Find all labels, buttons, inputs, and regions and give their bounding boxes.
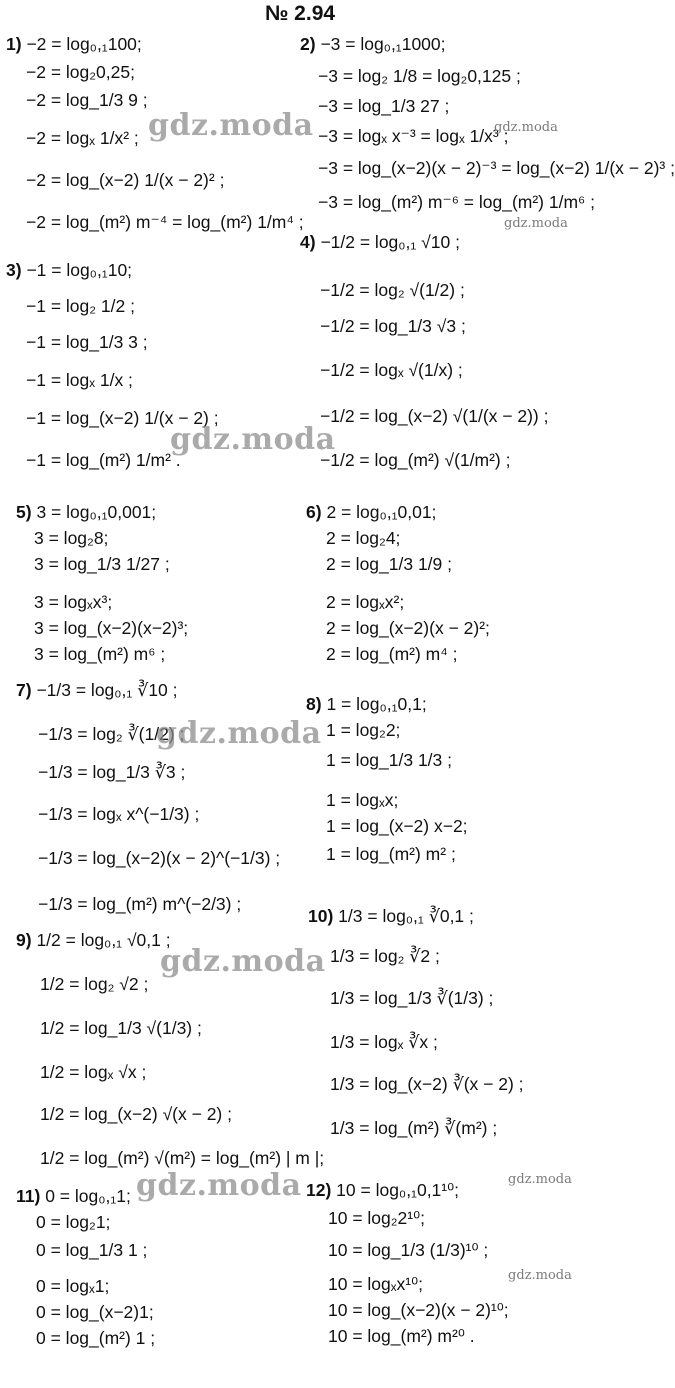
problem-8-line-2: 1 = log₂2;	[326, 720, 401, 740]
problem-9-line-5: 1/2 = log_(x−2) √(x − 2) ;	[40, 1104, 232, 1124]
problem-1-line-1	[6, 36, 142, 54]
problem-6-line-2: 2 = log₂4;	[326, 528, 401, 548]
problem-6-line-3: 2 = log_1/3 1/9 ;	[326, 554, 453, 574]
problem-3-line-2: −1 = log₂ 1/2 ;	[26, 296, 135, 316]
problem-4-line-2: −1/2 = log₂ √(1/2) ;	[320, 280, 465, 300]
problem-10-line-1	[308, 908, 474, 926]
problem-12-line-6: 10 = log_(m²) m²⁰ .	[328, 1326, 475, 1346]
problem-6-number: 6)	[306, 502, 322, 522]
problem-2-number: 2)	[300, 34, 316, 54]
problem-2-text-1: −3 = log₀,₁1000;	[320, 34, 446, 54]
problem-10-line-5: 1/3 = log_(x−2) ∛(x − 2) ;	[330, 1074, 524, 1094]
problem-5-line-3: 3 = log_1/3 1/27 ;	[34, 554, 170, 574]
watermark-small: gdz.moda	[508, 1172, 572, 1187]
problem-10-line-4: 1/3 = logₓ ∛x ;	[330, 1032, 438, 1052]
problem-9-line-4: 1/2 = logₓ √x ;	[40, 1062, 147, 1082]
watermark: gdz.moda	[170, 422, 336, 457]
problem-10-line-6: 1/3 = log_(m²) ∛(m²) ;	[330, 1118, 498, 1138]
problem-8-line-4: 1 = logₓx;	[326, 790, 399, 810]
page-title: № 2.94	[264, 2, 336, 25]
watermark-small: gdz.moda	[504, 216, 568, 231]
problem-9-text-1: 1/2 = log₀,₁ √0,1 ;	[36, 930, 171, 950]
problem-6-text-1: 2 = log₀,₁0,01;	[326, 502, 437, 522]
problem-10-text-1: 1/3 = log₀,₁ ∛0,1 ;	[338, 906, 474, 926]
problem-7-line-3: −1/3 = log_1/3 ∛3 ;	[38, 762, 186, 782]
problem-11-line-3: 0 = log_1/3 1 ;	[36, 1240, 148, 1260]
watermark: gdz.moda	[148, 108, 314, 143]
watermark: gdz.moda	[136, 1168, 302, 1203]
problem-5-line-2: 3 = log₂8;	[34, 528, 109, 548]
problem-4-line-1	[300, 234, 460, 252]
problem-8-line-6: 1 = log_(m²) m² ;	[326, 844, 456, 864]
problem-12-line-5: 10 = log_(x−2)(x − 2)¹⁰;	[328, 1300, 509, 1320]
problem-6-line-4: 2 = logₓx²;	[326, 592, 405, 612]
problem-9-line-1	[16, 932, 171, 950]
problem-4-number: 4)	[300, 232, 316, 252]
problem-4-text-1: −1/2 = log₀,₁ √10 ;	[320, 232, 460, 252]
problem-3-line-4: −1 = logₓ 1/x ;	[26, 370, 133, 390]
problem-2-line-3: −3 = log_1/3 27 ;	[318, 96, 450, 116]
problem-7-line-1	[16, 682, 178, 700]
problem-5-line-1	[16, 504, 156, 522]
problem-10-number: 10)	[308, 906, 334, 926]
problem-7-line-6: −1/3 = log_(m²) m^(−2/3) ;	[38, 894, 242, 914]
problem-7-text-1: −1/3 = log₀,₁ ∛10 ;	[36, 680, 178, 700]
problem-2-line-5: −3 = log_(x−2)(x − 2)⁻³ = log_(x−2) 1/(x − 2)³ ;	[318, 158, 675, 178]
problem-5-line-4: 3 = logₓx³;	[34, 592, 113, 612]
problem-6-line-6: 2 = log_(m²) m⁴ ;	[326, 644, 458, 664]
problem-9-line-6: 1/2 = log_(m²) √(m²) = log_(m²) | m |;	[40, 1148, 325, 1168]
problem-1-line-5: −2 = log_(x−2) 1/(x − 2)² ;	[26, 170, 225, 190]
problem-5-number: 5)	[16, 502, 32, 522]
problem-2-line-1	[300, 36, 446, 54]
problem-1-number: 1)	[6, 34, 22, 54]
problem-7-number: 7)	[16, 680, 32, 700]
problem-12-line-1	[306, 1182, 459, 1200]
problem-12-text-1: 10 = log₀,₁0,1¹⁰;	[336, 1180, 459, 1200]
problem-5-line-6: 3 = log_(m²) m⁶ ;	[34, 644, 166, 664]
problem-1-text-1: −2 = log₀,₁100;	[26, 34, 142, 54]
problem-2-line-6: −3 = log_(m²) m⁻⁶ = log_(m²) 1/m⁶ ;	[318, 192, 595, 212]
problem-4-line-5: −1/2 = log_(x−2) √(1/(x − 2)) ;	[320, 406, 549, 426]
problem-11-line-2: 0 = log₂1;	[36, 1212, 111, 1232]
problem-6-line-1	[306, 504, 436, 522]
problem-1-line-3: −2 = log_1/3 9 ;	[26, 90, 148, 110]
problem-8-line-3: 1 = log_1/3 1/3 ;	[326, 750, 453, 770]
problem-2-line-4: −3 = logₓ x⁻³ = logₓ 1/x³ ;	[318, 126, 509, 146]
problem-8-text-1: 1 = log₀,₁0,1;	[326, 694, 427, 714]
watermark: gdz.moda	[156, 716, 322, 751]
problem-3-line-6: −1 = log_(m²) 1/m² .	[26, 450, 181, 470]
problem-11-line-4: 0 = logₓ1;	[36, 1276, 110, 1296]
problem-12-number: 12)	[306, 1180, 332, 1200]
problem-11-line-5: 0 = log_(x−2)1;	[36, 1302, 154, 1322]
problem-3-text-1: −1 = log₀,₁10;	[26, 260, 133, 280]
problem-8-number: 8)	[306, 694, 322, 714]
watermark-small: gdz.moda	[494, 120, 558, 135]
problem-9-number: 9)	[16, 930, 32, 950]
problem-7-line-4: −1/3 = logₓ x^(−1/3) ;	[38, 804, 200, 824]
problem-12-line-2: 10 = log₂2¹⁰;	[328, 1208, 425, 1228]
problem-4-line-6: −1/2 = log_(m²) √(1/m²) ;	[320, 450, 511, 470]
problem-5-line-5: 3 = log_(x−2)(x−2)³;	[34, 618, 189, 638]
problem-7-line-5: −1/3 = log_(x−2)(x − 2)^(−1/3) ;	[38, 848, 281, 868]
problem-2-line-2: −3 = log₂ 1/8 = log₂0,125 ;	[318, 66, 521, 86]
problem-7-line-2: −1/3 = log₂ ∛(1/2) ;	[38, 724, 185, 744]
watermark-small: gdz.moda	[508, 1268, 572, 1283]
problem-1-line-2: −2 = log₂0,25;	[26, 62, 135, 82]
problem-3-line-1	[6, 262, 132, 280]
problem-11-number: 11)	[16, 1186, 41, 1206]
problem-9-line-3: 1/2 = log_1/3 √(1/3) ;	[40, 1018, 202, 1038]
problem-1-line-6: −2 = log_(m²) m⁻⁴ = log_(m²) 1/m⁴ ;	[26, 212, 304, 232]
problem-5-text-1: 3 = log₀,₁0,001;	[36, 502, 157, 522]
problem-6-line-5: 2 = log_(x−2)(x − 2)²;	[326, 618, 490, 638]
watermark: gdz.moda	[160, 944, 326, 979]
problem-8-line-5: 1 = log_(x−2) x−2;	[326, 816, 468, 836]
problem-10-line-3: 1/3 = log_1/3 ∛(1/3) ;	[330, 988, 494, 1008]
problem-12-line-4: 10 = logₓx¹⁰;	[328, 1274, 423, 1294]
problem-3-line-3: −1 = log_1/3 3 ;	[26, 332, 148, 352]
problem-3-number: 3)	[6, 260, 22, 280]
problem-11-line-6: 0 = log_(m²) 1 ;	[36, 1328, 156, 1348]
problem-12-line-3: 10 = log_1/3 (1/3)¹⁰ ;	[328, 1240, 489, 1260]
problem-11-text-1: 0 = log₀,₁1;	[45, 1186, 131, 1206]
problem-9-line-2: 1/2 = log₂ √2 ;	[40, 974, 149, 994]
problem-10-line-2: 1/3 = log₂ ∛2 ;	[330, 946, 440, 966]
problem-4-line-3: −1/2 = log_1/3 √3 ;	[320, 316, 466, 336]
problem-4-line-4: −1/2 = logₓ √(1/x) ;	[320, 360, 463, 380]
problem-8-line-1	[306, 696, 427, 714]
problem-11-line-1	[16, 1188, 131, 1206]
problem-3-line-5: −1 = log_(x−2) 1/(x − 2) ;	[26, 408, 219, 428]
problem-1-line-4: −2 = logₓ 1/x² ;	[26, 128, 139, 148]
